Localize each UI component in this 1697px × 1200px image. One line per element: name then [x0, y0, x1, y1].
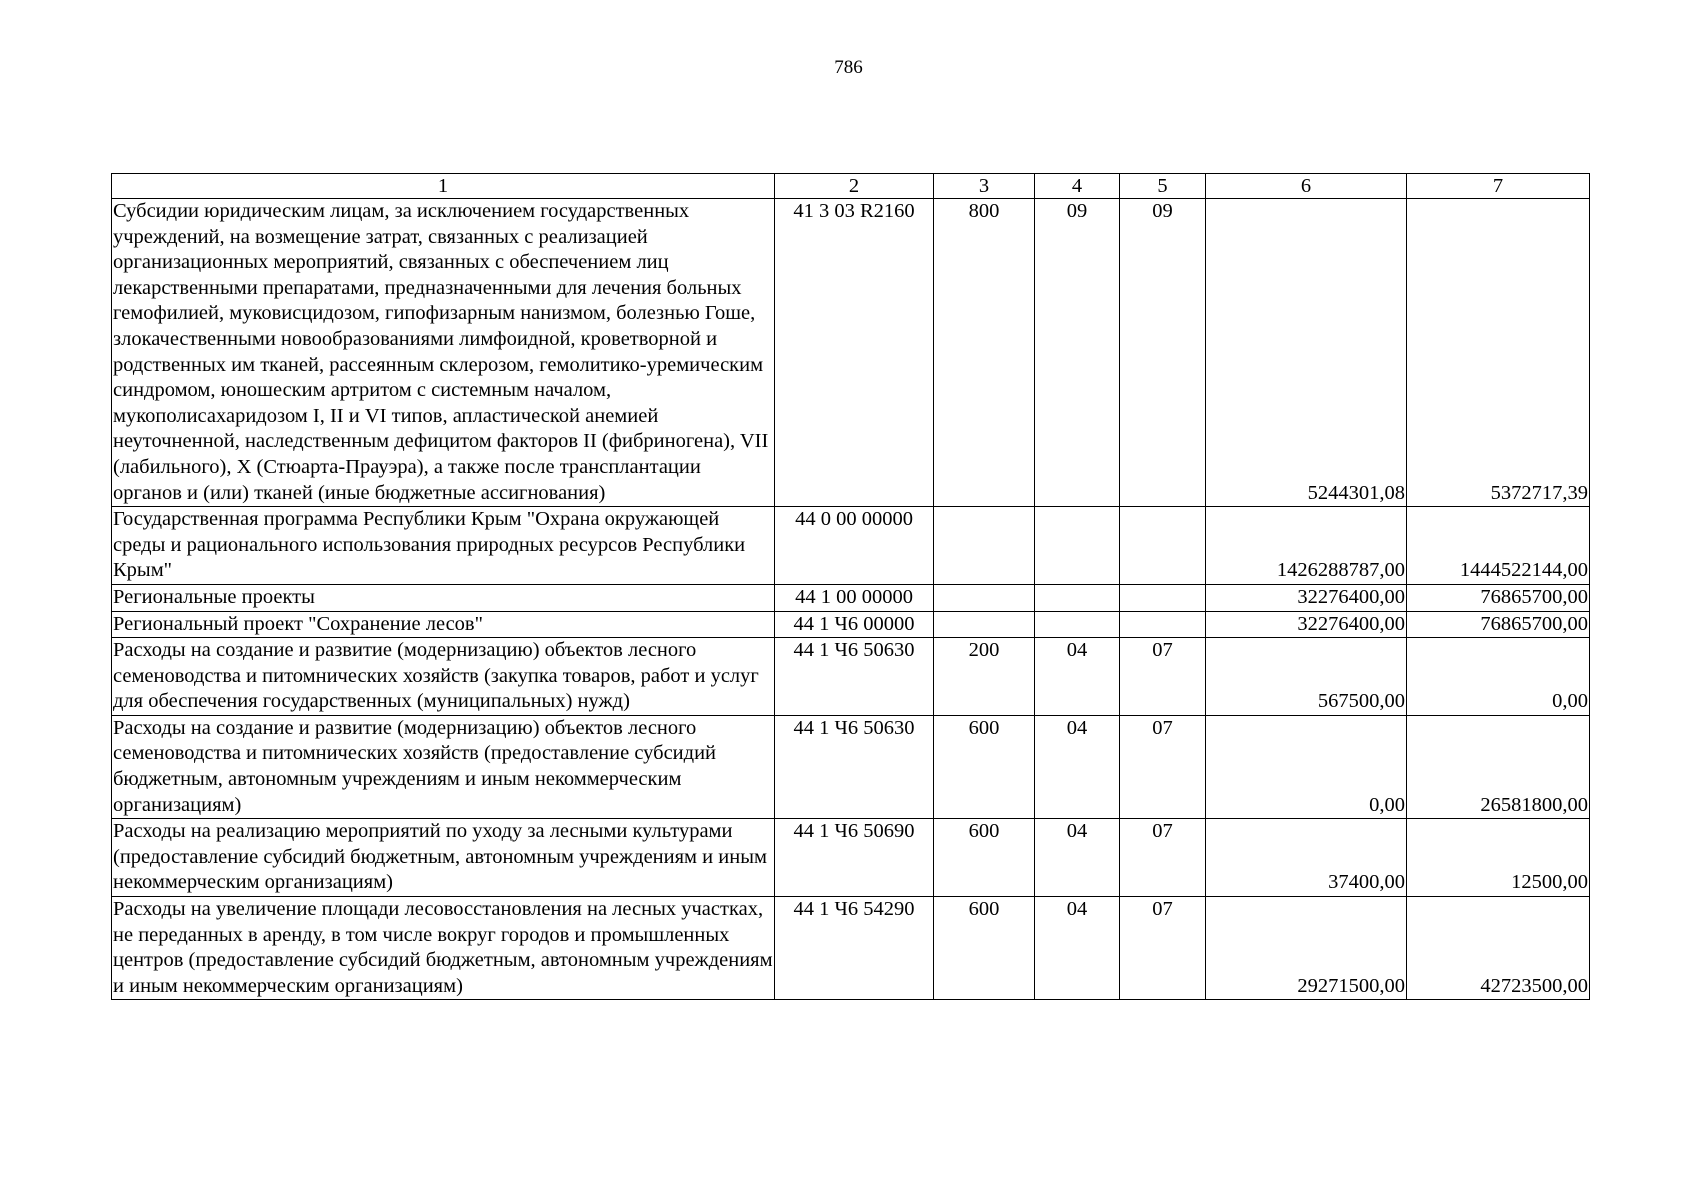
- amount-year-2: 0,00: [1407, 638, 1590, 716]
- table-row: [112, 507, 1590, 585]
- item-name: Государственная программа Республики Крым "Охрана окружающей среды и рационального использования природных ресурсов Республики Крым": [112, 507, 775, 585]
- item-name: Региональные проекты: [112, 584, 775, 611]
- amount-year-2: 5372717,39: [1407, 199, 1590, 507]
- expense-type-code: [934, 611, 1035, 638]
- expense-type-code: 800: [934, 199, 1035, 507]
- section-code: [1035, 507, 1120, 585]
- target-article-code: 41 3 03 R2160: [775, 199, 934, 507]
- table-row: [112, 715, 1590, 818]
- target-article-code: 44 1 Ч6 00000: [775, 611, 934, 638]
- table-row: [112, 199, 1590, 507]
- header-cell: 2: [775, 174, 934, 199]
- item-name: Расходы на увеличение площади лесовосстановления на лесных участках, не переданных в аренду, в том числе вокруг городов и промышленных центров (предоставление субсидий бюджетным, автономным учреждениям и иным некоммерческим организациям): [112, 897, 775, 1000]
- expense-type-code: 600: [934, 715, 1035, 818]
- subsection-code: [1120, 507, 1206, 585]
- amount-year-1: 1426288787,00: [1206, 507, 1407, 585]
- header-cell: 3: [934, 174, 1035, 199]
- amount-year-2: 76865700,00: [1407, 584, 1590, 611]
- item-name: Расходы на создание и развитие (модернизацию) объектов лесного семеноводства и питомнических хозяйств (закупка товаров, работ и услуг для обеспечения государственных (муниципальных) нужд): [112, 638, 775, 716]
- amount-year-1: 5244301,08: [1206, 199, 1407, 507]
- amount-year-1: 37400,00: [1206, 819, 1407, 897]
- page-number: 786: [834, 57, 863, 78]
- amount-year-2: 1444522144,00: [1407, 507, 1590, 585]
- subsection-code: 07: [1120, 897, 1206, 1000]
- header-cell: 4: [1035, 174, 1120, 199]
- section-code: 04: [1035, 638, 1120, 716]
- amount-year-2: 42723500,00: [1407, 897, 1590, 1000]
- amount-year-2: 76865700,00: [1407, 611, 1590, 638]
- amount-year-1: 29271500,00: [1206, 897, 1407, 1000]
- subsection-code: [1120, 611, 1206, 638]
- item-name: Региональный проект "Сохранение лесов": [112, 611, 775, 638]
- subsection-code: 07: [1120, 638, 1206, 716]
- target-article-code: 44 1 Ч6 50630: [775, 638, 934, 716]
- item-name: Расходы на реализацию мероприятий по уходу за лесными культурами (предоставление субсидий бюджетным, автономным учреждениям и иным некоммерческим организациям): [112, 819, 775, 897]
- item-name: Расходы на создание и развитие (модернизацию) объектов лесного семеноводства и питомнических хозяйств (предоставление субсидий бюджетным, автономным учреждениям и иным некоммерческим организациям): [112, 715, 775, 818]
- table-row: [112, 611, 1590, 638]
- expense-type-code: 600: [934, 819, 1035, 897]
- header-cell: 5: [1120, 174, 1206, 199]
- amount-year-1: 567500,00: [1206, 638, 1407, 716]
- target-article-code: 44 0 00 00000: [775, 507, 934, 585]
- table-row: [112, 819, 1590, 897]
- section-code: 04: [1035, 819, 1120, 897]
- subsection-code: [1120, 584, 1206, 611]
- table-row: [112, 584, 1590, 611]
- section-code: 04: [1035, 897, 1120, 1000]
- section-code: [1035, 611, 1120, 638]
- expense-type-code: [934, 507, 1035, 585]
- section-code: 09: [1035, 199, 1120, 507]
- subsection-code: 07: [1120, 715, 1206, 818]
- table-row: [112, 897, 1590, 1000]
- table-row: [112, 638, 1590, 716]
- amount-year-1: 32276400,00: [1206, 611, 1407, 638]
- amount-year-1: 32276400,00: [1206, 584, 1407, 611]
- subsection-code: 09: [1120, 199, 1206, 507]
- expense-type-code: [934, 584, 1035, 611]
- subsection-code: 07: [1120, 819, 1206, 897]
- budget-table: [111, 173, 1590, 1000]
- section-code: [1035, 584, 1120, 611]
- target-article-code: 44 1 Ч6 50630: [775, 715, 934, 818]
- target-article-code: 44 1 Ч6 54290: [775, 897, 934, 1000]
- item-name: Субсидии юридическим лицам, за исключением государственных учреждений, на возмещение затрат, связанных с реализацией организационных мероприятий, связанных с обеспечением лиц лекарственными препаратами, предназначенными для лечения больных гемофилией, муковисцидозом, гипофизарным нанизмом, болезнью Гоше, злокачественными новообразованиями лимфоидной, кроветворной и родственных им тканей, рассеянным склерозом, гемолитико-уремическим синдромом, юношеским артритом с системным началом, мукополисахаридозом I, II и VI типов, апластической анемией неуточненной, наследственным дефицитом факторов II (фибриногена), VII (лабильного), X (Стюарта-Прауэра), а также после трансплантации органов и (или) тканей (иные бюджетные ассигнования): [112, 199, 775, 507]
- expense-type-code: 600: [934, 897, 1035, 1000]
- header-cell: 1: [112, 174, 775, 199]
- target-article-code: 44 1 Ч6 50690: [775, 819, 934, 897]
- amount-year-1: 0,00: [1206, 715, 1407, 818]
- section-code: 04: [1035, 715, 1120, 818]
- expense-type-code: 200: [934, 638, 1035, 716]
- header-cell: 6: [1206, 174, 1407, 199]
- header-cell: 7: [1407, 174, 1590, 199]
- amount-year-2: 26581800,00: [1407, 715, 1590, 818]
- table-header-row: [112, 174, 1590, 199]
- amount-year-2: 12500,00: [1407, 819, 1590, 897]
- target-article-code: 44 1 00 00000: [775, 584, 934, 611]
